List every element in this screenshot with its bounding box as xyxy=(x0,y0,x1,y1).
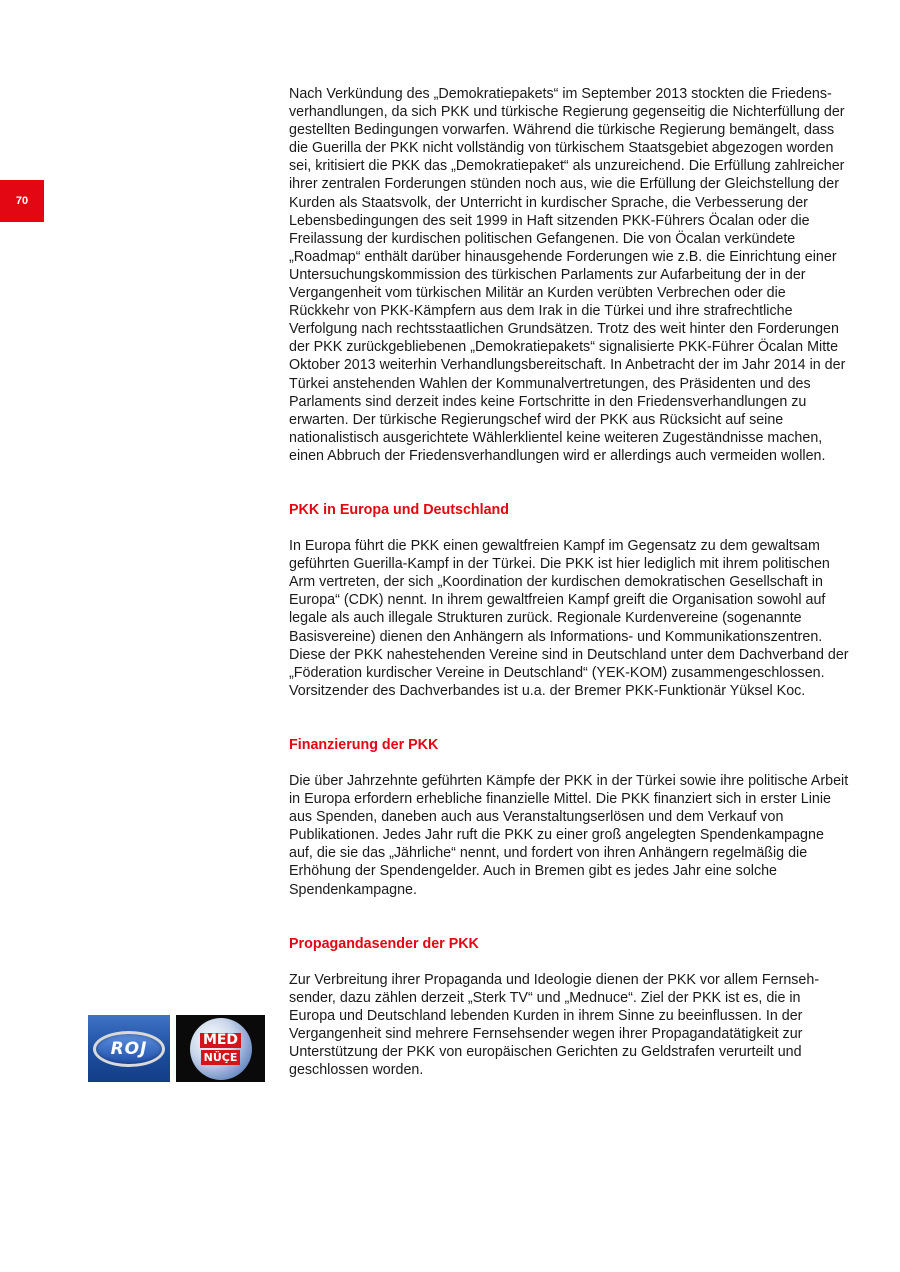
intro-paragraph: Nach Verkündung des „Demokratiepakets“ im September 2013 stockten die Friedensverhandlungen, da sich PKK und türkische Regierung gegenseitig die Nichterfüllung der gestellten Bedingungen vorwarfen. Während die türkische Regierung bemängelt, dass die Guerilla der PKK nicht vollständig von türkischem Staatsgebiet abgezogen worden sei, kritisiert die PKK das „Demokratiepaket“ als unzureichend. Die Erfüllung zahlreicher ihrer zentralen Forderungen stünden noch aus, wie die Erfüllung der Gleichstellung der Kurden als Staatsvolk, der Unterricht in kurdischer Sprache, die Verbesserung der Lebensbedingungen des seit 1999 in Haft sitzenden PKK-Führers Öcalan oder die Freilassung der kurdischen politischen Gefangenen. Die von Öcalan verkündete „Roadmap“ enthält darüber hinausgehende Forderungen wie z.B. die Einrichtung einer Untersuchungskommission des türkischen Parlaments zur Aufarbeitung der in der Vergangenheit vom türkischen Militär an Kurden verübten Verbrechen oder die Rückkehr von PKK-Kämpfern aus dem Irak in die Türkei und ihre strafrechtliche Verfolgung nach rechtsstaatlichen Grundsätzen. Trotz des weit hinter den Forderungen der PKK zurückgebliebenen „Demokratiepakets“ signalisierte PKK-Führer Öcalan Mitte Oktober 2013 weiterhin Verhandlungsbereitschaft. In Anbetracht der im Jahr 2014 in der Türkei anstehenden Wahlen der Kommunalvertretungen, des Präsidenten und des Parlaments sind derzeit indes keine Fortschritte in den Friedensverhandlungen zu erwarten. Der türkische Regierungschef wird der PKK aus Rücksicht auf seine nationalistisch ausgerichtete Wählerklientel keine weiteren Zugeständnisse machen, einen Abbruch der Friedensverhandlungen wird er allerdings auch vermeiden wollen. xyxy=(289,86,846,464)
section-body-finanzierung: Die über Jahrzehnte geführten Kämpfe der PKK in der Türkei sowie ihre politische Arbeit in Europa erfordern erhebliche finanzielle Mittel. Die PKK finanziert sich in erster Linie aus Spenden, daneben auch aus Veranstaltungserlösen und dem Verkauf von Publikationen. Jedes Jahr ruft die PKK zu einer groß angelegten Spendenkampagne auf, die sie das „Jährliche“ nennt, und fordert von ihren Anhängern regelmäßig die Erhöhung der Spendengelder. Auch in Bremen gibt es jedes Jahr eine solche Spendenkampagne. xyxy=(289,773,849,898)
section-body-europa: In Europa führt die PKK einen gewaltfreien Kampf im Gegensatz zu dem gewaltsam geführten Guerilla-Kampf in der Türkei. Die PKK ist hier lediglich mit ihrem politischen Arm vertreten, der sich „Koordination der kurdischen demokratischen Gesellschaft in Europa“ (CDK) nennt. In ihrem gewaltfreien Kampf greift die Organisation sowohl auf legale als auch illegale Strukturen zurück. Regionale Kurdenvereine (sogenannte Basisvereine) dienen den Anhängern als Informations- und Kommunikationszentren. Diese der PKK nahestehenden Vereine sind in Deutschland unter dem Dachverband der „Föderation kurdischer Vereine in Deutschland“ (YEK-KOM) zusammengeschlossen. Vorsitzender des Dachverbandes ist u.a. der Bremer PKK-Funktionär Yüksel Koc. xyxy=(289,538,849,699)
med-logo-text: MED xyxy=(200,1033,241,1048)
roj-tv-logo xyxy=(88,1015,170,1082)
page-number: 70 xyxy=(15,195,29,207)
med-nuce-logo xyxy=(176,1015,265,1082)
page-number-tab xyxy=(0,180,44,222)
section-body-propagandasender: Zur Verbreitung ihrer Propaganda und Ideologie dienen der PKK vor allem Fernsehsender, dazu zählen derzeit „Sterk TV“ und „Mednuce“. Ziel der PKK ist es, die in Europa und Deutschland lebenden Kurden in ihrem Sinne zu beeinflussen. In der Vergangenheit sind mehrere Fernsehsender wegen ihrer Propagandatätigkeit zur Unterstützung der PKK von europäischen Gerichten zu Geldstrafen verurteilt und geschlossen worden. xyxy=(289,971,820,1079)
section-heading-propagandasender: Propagandasender der PKK xyxy=(289,935,479,952)
tv-logos xyxy=(88,1015,265,1082)
section-heading-finanzierung: Finanzierung der PKK xyxy=(289,736,439,753)
globe-icon xyxy=(190,1018,252,1080)
text-column xyxy=(289,85,849,1079)
section-heading-europa: PKK in Europa und Deutschland xyxy=(289,501,510,518)
roj-logo-text: ROJ xyxy=(110,1038,148,1059)
nuce-logo-text: NÜÇE xyxy=(201,1050,241,1065)
